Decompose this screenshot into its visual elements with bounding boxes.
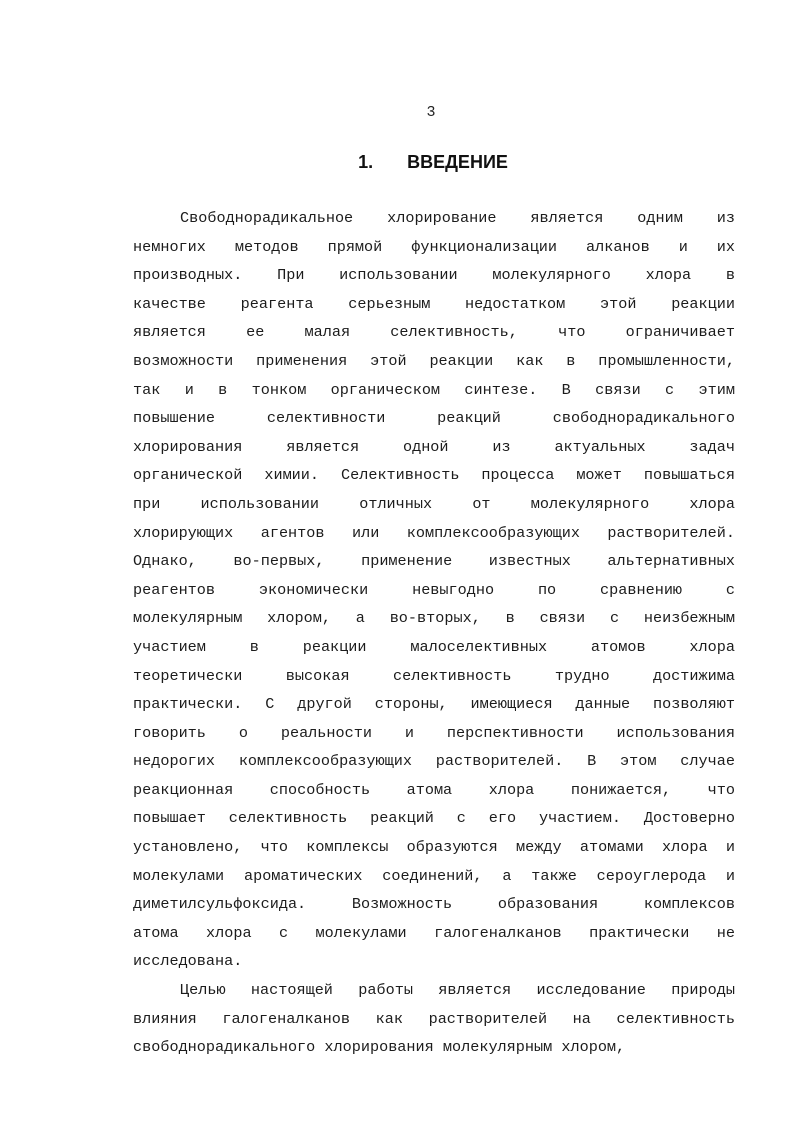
paragraph	[133, 204, 735, 976]
text-line: качестве реагента серьезным недостатком этой реакции	[133, 294, 735, 313]
text-line: так и в тонком органическом синтезе. В связи с этим	[133, 380, 735, 399]
page-number: 3	[426, 104, 436, 121]
text-line: теоретически высокая селективность трудно достижима	[133, 666, 735, 685]
text-line: диметилсульфоксида. Возможность образования комплексов	[133, 895, 735, 914]
text-line: хлорирования является одной из актуальных задач	[133, 437, 735, 456]
text-line: Однако, во-первых, применение известных альтернативных	[133, 552, 735, 571]
text-line: возможности применения этой реакции как в промышленности,	[133, 351, 735, 370]
section-heading	[0, 152, 793, 173]
text-line: хлорирующих агентов или комплексообразующих растворителей.	[133, 523, 735, 542]
body-text	[133, 204, 735, 1062]
text-line: участием в реакции малоселективных атомов хлора	[133, 637, 735, 656]
text-line: при использовании отличных от молекулярного хлора	[133, 494, 735, 513]
text-line: является ее малая селективность, что ограничивает	[133, 323, 735, 342]
text-line: повышение селективности реакций свободнорадикального	[133, 409, 735, 428]
text-line: недорогих комплексообразующих растворителей. В этом случае	[133, 752, 735, 771]
text-line: Свободнорадикальное хлорирование является одним из	[180, 209, 735, 227]
text-line: реагентов экономически невыгодно по сравнению с	[133, 580, 735, 599]
text-line: Целью настоящей работы является исследование природы	[180, 981, 735, 1000]
text-line: атома хлора с молекулами галогеналканов практически не	[133, 923, 735, 942]
text-line: влияния галогеналканов как растворителей на селективность	[133, 1009, 735, 1028]
section-title: ВВЕДЕНИЕ	[407, 152, 508, 172]
text-line: повышает селективность реакций с его участием. Достоверно	[133, 809, 735, 828]
text-line: немногих методов прямой функционализации алканов и их	[133, 237, 735, 256]
text-line: органической химии. Селективность процесса может повышаться	[133, 466, 735, 485]
text-line: реакционная способность атома хлора понижается, что	[133, 780, 735, 799]
text-line: исследована.	[133, 952, 243, 971]
text-line: установлено, что комплексы образуются между атомами хлора и	[133, 838, 735, 857]
text-line: свободнорадикального хлорирования молекулярным хлором,	[133, 1038, 626, 1057]
text-line: молекулами ароматических соединений, а также сероуглерода и	[133, 866, 735, 885]
section-number: 1.	[358, 152, 374, 172]
text-line: молекулярным хлором, а во-вторых, в связи с неизбежным	[133, 609, 735, 628]
paragraph	[133, 976, 735, 1062]
text-line: говорить о реальности и перспективности использования	[133, 723, 735, 742]
text-line: практически. С другой стороны, имеющиеся данные позволяют	[133, 695, 735, 714]
text-line: производных. При использовании молекулярного хлора в	[133, 266, 735, 285]
